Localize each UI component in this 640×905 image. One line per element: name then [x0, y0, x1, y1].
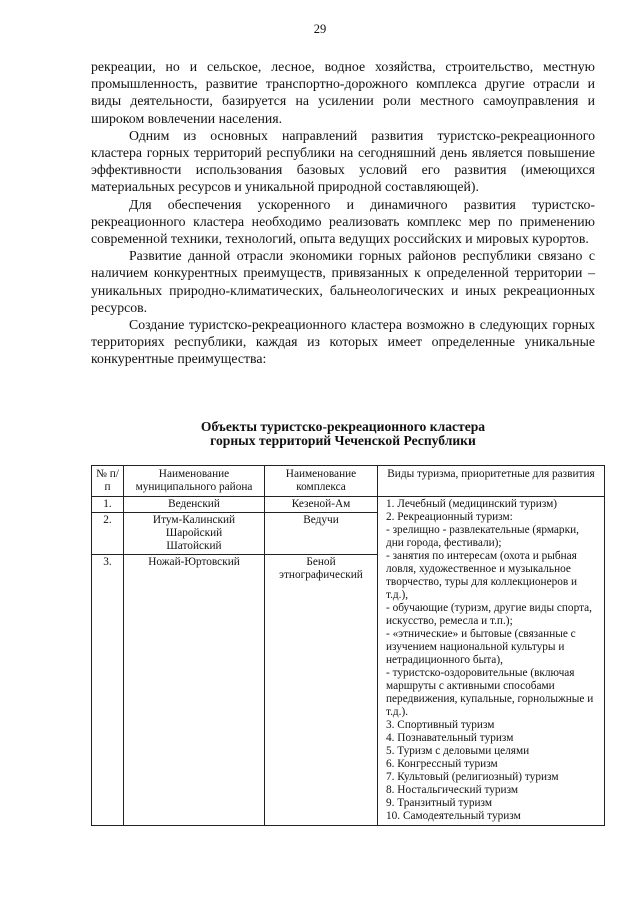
header-complex: Наименование комплекса — [265, 466, 378, 497]
tourism-type-item: - «этнические» и бытовые (связанные с изучением национальной культуры и нетрадиционного быта), — [386, 628, 576, 666]
table-row — [92, 497, 605, 513]
tourism-type-item: - зрелищно - развлекательные (ярмарки, дни города, фестивали); — [386, 524, 579, 549]
row-number: 1. — [92, 497, 124, 513]
row-number: 2. — [92, 513, 124, 555]
tourism-type-item: - обучающие (туризм, другие виды спорта, искусство, ремесла и т.п.); — [386, 602, 592, 627]
table-header-row — [92, 466, 605, 497]
objects-table — [91, 465, 605, 826]
tourism-type-item: 7. Культовый (религиозный) туризм — [386, 771, 559, 783]
row-complex: Беной этнографический — [265, 555, 378, 826]
row-complex: Кезеной-Ам — [265, 497, 378, 513]
tourism-type-item: 5. Туризм с деловыми целями — [386, 745, 530, 757]
tourism-type-item: 1. Лечебный (медицинский туризм) — [386, 498, 558, 510]
paragraph: Развитие данной отрасли экономики горных районов республики связано с наличием конкурентных преимуществ, привязанных к определенной территории – уникальных природно-климатических, бальнеологических и иных рекреационных ресурсов. — [91, 248, 595, 315]
tourism-type-item: 2. Рекреационный туризм: — [386, 511, 513, 523]
tourism-type-item: 10. Самодеятельный туризм — [386, 810, 521, 822]
paragraph: Для обеспечения ускоренного и динамичного развития туристско-рекреационного кластера необходимо реализовать комплекс мер по применению современной техники, технологий, опыта ведущих российских и мировых курортов. — [91, 196, 595, 247]
header-municipality: Наименование муниципального района — [124, 466, 265, 497]
tourism-type-item: 4. Познавательный туризм — [386, 732, 514, 744]
row-municipality: Итум-Калинский Шаройский Шатойский — [124, 513, 265, 555]
body-text — [91, 58, 595, 368]
tourism-type-item: - туристско-оздоровительные (включая маршруты с активными способами передвижения, купальные, горнолыжные и т.д.). — [386, 667, 594, 718]
row-number: 3. — [92, 555, 124, 826]
row-municipality: Веденский — [124, 497, 265, 513]
row-municipality: Ножай-Юртовский — [124, 555, 265, 826]
table-title-line: Объекты туристско-рекреационного кластера — [200, 419, 486, 434]
page-number: 29 — [313, 22, 327, 36]
tourism-type-item: 3. Спортивный туризм — [386, 719, 495, 731]
tourism-type-item: 6. Конгрессный туризм — [386, 758, 498, 770]
row-complex: Ведучи — [265, 513, 378, 555]
tourism-type-item: 8. Ностальгический туризм — [386, 784, 519, 796]
tourism-types-cell — [378, 497, 605, 826]
header-number: № п/п — [92, 466, 124, 497]
paragraph: рекреации, но и сельское, лесное, водное хозяйства, строительство, местную промышленность, развитие транспортно-дорожного комплекса другие отрасли и виды деятельности, базируется на усилении роли местного самоуправления и широком вовлечении населения. — [91, 59, 595, 126]
table-title-line: горных территорий Чеченской Республики — [210, 433, 476, 448]
tourism-type-item: - занятия по интересам (охота и рыбная ловля, художественное и музыкальное творчество, туры для коллекционеров и т.д.), — [386, 550, 578, 601]
paragraph: Одним из основных направлений развития туристско-рекреационного кластера горных территорий республики на сегодняшний день является повышение эффективности использования базовых условий его развития (имеющихся материальных ресурсов и уникальной природной составляющей). — [91, 127, 595, 195]
header-tourism-types: Виды туризма, приоритетные для развития — [378, 466, 605, 497]
paragraph: Создание туристско-рекреационного кластера возможно в следующих горных территориях республики, каждая из которых имеет определенные уникальные конкурентные преимущества: — [91, 317, 595, 367]
table-title — [91, 420, 595, 448]
tourism-type-item: 9. Транзитный туризм — [386, 797, 493, 809]
